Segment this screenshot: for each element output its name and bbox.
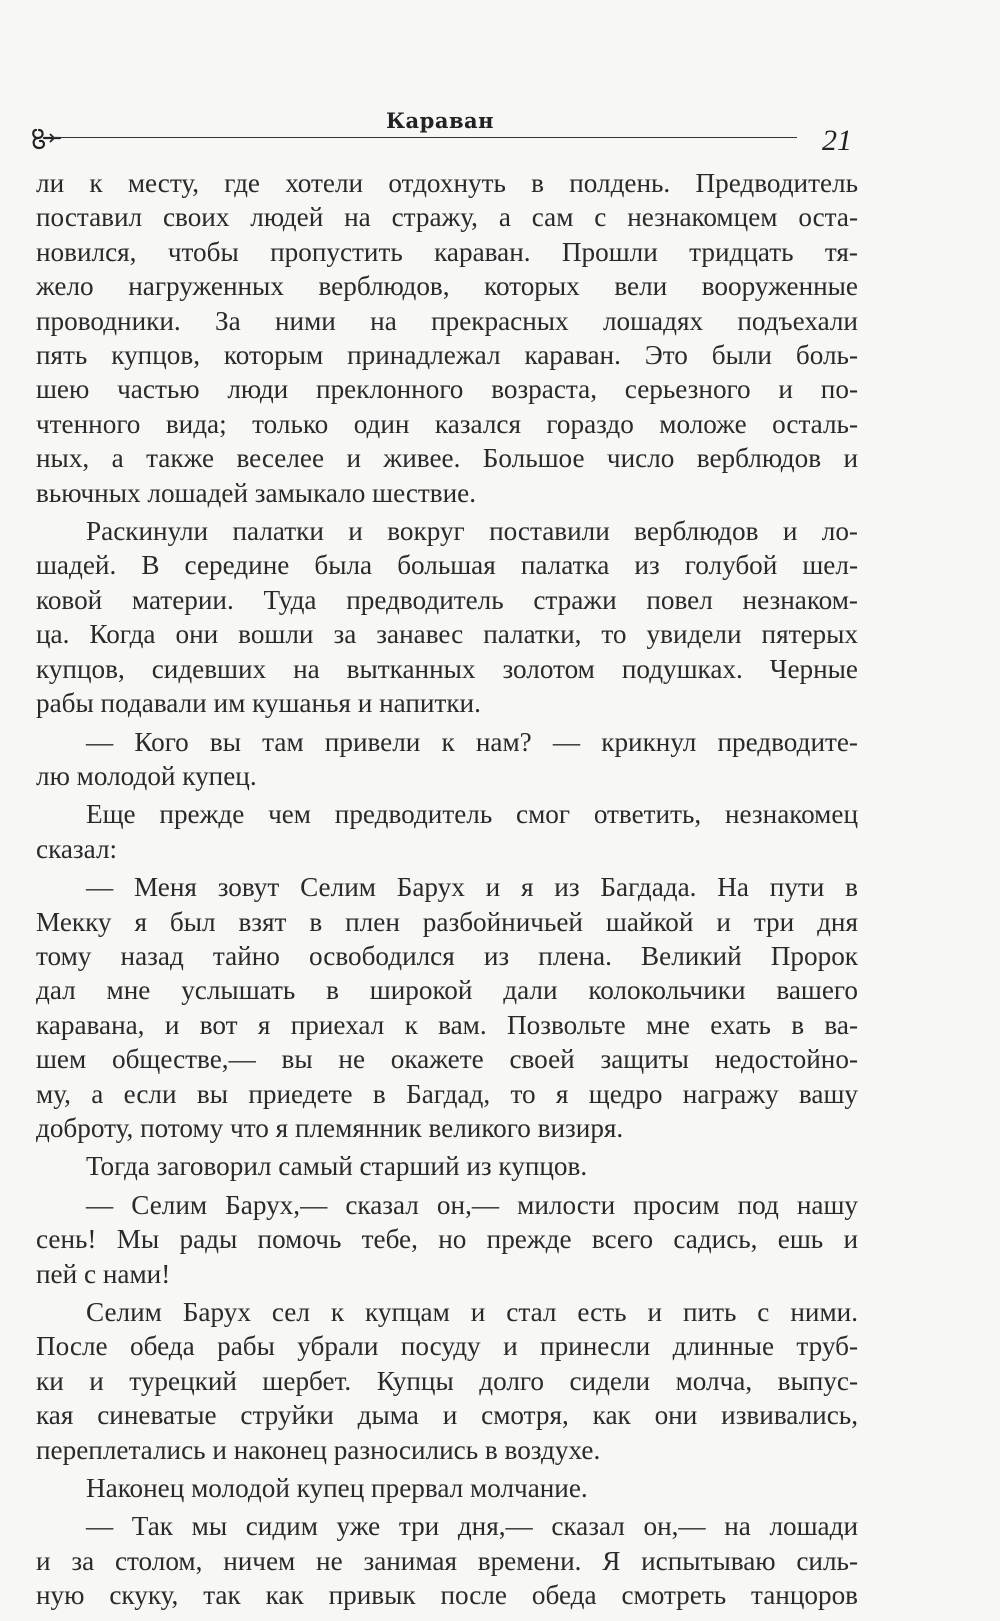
text-line: лю молодой купец. (36, 760, 257, 791)
text-line: чтенного вида; только один казался гораздо моложе осталь- (36, 408, 858, 439)
text-line: — Меня зовут Селим Барух и я из Багдада. На пути в (86, 872, 858, 903)
text-line: — Селим Барух,— сказал он,— милости просим под нашу (86, 1189, 858, 1220)
text-line: поставил своих людей на стражу, а сам с незнакомцем оста- (36, 202, 858, 233)
text-line: ки и турецкий шербет. Купцы долго сидели молча, выпус- (36, 1365, 858, 1396)
paragraph (36, 725, 858, 794)
text-line: и за столом, ничем не занимая времени. Я испытываю силь- (36, 1545, 858, 1576)
paragraph (36, 870, 858, 1145)
paragraph (36, 1295, 858, 1467)
text-line: шадей. В середине была большая палатка из голубой шел- (36, 550, 858, 581)
text-line: купцов, сидевших на вытканных золотом подушках. Черные (36, 653, 858, 684)
text-line: жело нагруженных верблюдов, которых вели вооруженные (36, 271, 858, 302)
text-line: ных, а также веселее и живее. Большое число верблюдов и (36, 443, 858, 474)
page-number: 21 (822, 124, 852, 157)
text-line: сень! Мы рады помочь тебе, но прежде всего садись, ешь и (36, 1224, 858, 1255)
text-line: После обеда рабы убрали посуду и принесли длинные труб- (36, 1331, 858, 1362)
text-line: новился, чтобы пропустить караван. Прошли тридцать тя- (36, 236, 858, 267)
paragraph (36, 1471, 858, 1505)
paragraph (36, 1188, 858, 1291)
text-line: пять купцов, которым принадлежал караван. Это были боль- (36, 340, 858, 371)
text-line: Селим Барух сел к купцам и стал есть и пить с ними. (86, 1297, 858, 1327)
text-line: тому назад тайно освободился из плена. Великий Пророк (36, 940, 858, 971)
text-line: пей с нами! (36, 1258, 171, 1289)
text-line: проводники. За ними на прекрасных лошадях подъехали (36, 305, 858, 336)
text-line: ную скуку, так как привык после обеда смотреть танцоров (36, 1580, 858, 1611)
text-line: му, а если вы приедете в Багдад, то я щедро награжу вашу (36, 1078, 858, 1109)
header-rule (52, 137, 797, 138)
text-line: Тогда заговорил самый старший из купцов. (86, 1151, 588, 1182)
text-line: — Кого вы там привели к нам? — крикнул предводите- (86, 726, 858, 757)
text-line: кая синеватые струйки дыма и смотря, как они извивались, (36, 1400, 858, 1431)
paragraph (36, 514, 858, 720)
text-line: вьючных лошадей замыкало шествие. (36, 477, 477, 508)
text-line: доброту, потому что я племянник великого визиря. (36, 1112, 624, 1143)
text-line: — Так мы сидим уже три дня,— сказал он,— на лошади (86, 1511, 858, 1542)
text-line: каравана, и вот я приехал к вам. Позвольте мне ехать в ва- (36, 1009, 858, 1040)
text-line: рабы подавали им кушанья и напитки. (36, 688, 481, 719)
text-line: сказал: (36, 833, 118, 864)
paragraph (36, 1509, 858, 1612)
paragraph (36, 1149, 858, 1183)
text-line: ли к месту, где хотели отдохнуть в полдень. Предводитель (36, 168, 858, 198)
text-line: Еще прежде чем предводитель смог ответить, незнакомец (86, 799, 858, 830)
body-text (36, 166, 858, 1617)
text-line: ковой материи. Туда предводитель стражи повел незнаком- (36, 584, 858, 615)
text-line: переплетались и наконец разносились в воздухе. (36, 1434, 601, 1465)
text-line: Наконец молодой купец прервал молчание. (86, 1473, 588, 1504)
running-title: Караван (385, 108, 495, 133)
text-line: шем обществе,— вы не окажете своей защиты недостойно- (36, 1044, 858, 1075)
paragraph (36, 797, 858, 866)
text-line: Раскинули палатки и вокруг поставили верблюдов и ло- (86, 516, 858, 547)
paragraph (36, 166, 858, 510)
text-line: Мекку я был взят в плен разбойничьей шайкой и три дня (36, 906, 858, 937)
text-line: дал мне услышать в широкой дали колокольчики вашего (36, 975, 858, 1006)
page-header (30, 100, 850, 160)
text-line: шею частью люди преклонного возраста, серьезного и по- (36, 374, 858, 405)
text-line: ца. Когда они вошли за занавес палатки, то увидели пятерых (36, 619, 858, 650)
